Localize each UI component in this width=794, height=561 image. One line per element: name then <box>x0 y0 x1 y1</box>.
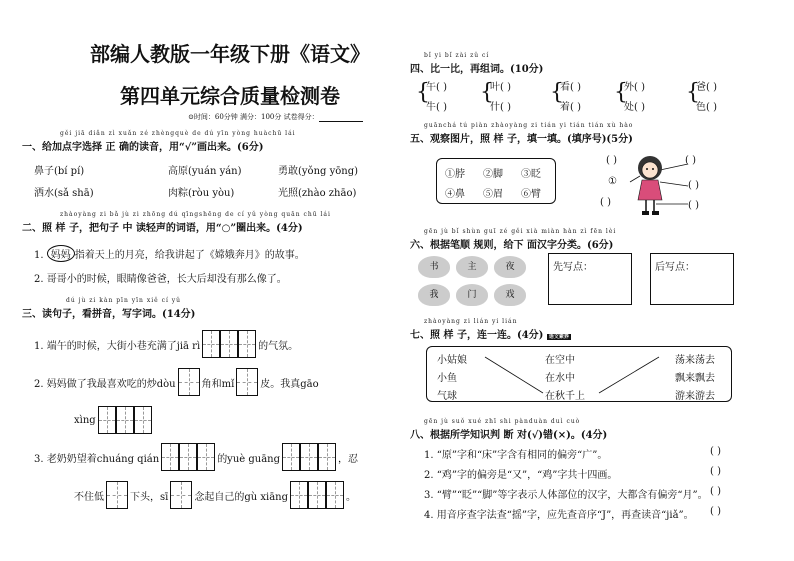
tag-badge: 语文素养 <box>548 334 569 340</box>
writing-box[interactable] <box>197 443 215 471</box>
match-left[interactable]: 小姑娘 <box>437 355 467 366</box>
s4-word[interactable]: 色( ) <box>696 102 717 113</box>
writing-box[interactable] <box>238 330 256 358</box>
writing-box[interactable] <box>170 481 192 509</box>
s8-item: 2. “鸡”字的偏旁是“又”，“鸡”字共十四画。 <box>424 470 618 481</box>
s4-word[interactable]: 外( ) <box>624 82 645 93</box>
brace-icon: { <box>686 80 700 105</box>
match-mid[interactable]: 在空中 <box>545 355 575 366</box>
writing-box[interactable] <box>179 443 197 471</box>
s5-option-box <box>436 158 556 204</box>
brace-icon: { <box>416 80 430 105</box>
s1-item[interactable]: 洒水(sǎ shā) <box>34 188 94 199</box>
s7-title: 七、照 样 子，连一连。(4分) 语文素养 <box>410 330 569 341</box>
s8-item: 4. 用音序查字法查“摇”字，应先查音序“J”，再查读音“jiǎ”。 <box>424 510 694 521</box>
circled-word: 妈妈 <box>47 245 75 262</box>
writing-box[interactable] <box>308 481 326 509</box>
s3-line2: 2. 妈妈做了我最喜欢吃的炒dòu 角和mǐ 皮。我真gāo <box>34 368 319 396</box>
s1-item[interactable]: 勇敢(yǒng yōng) <box>278 166 359 177</box>
writing-box[interactable] <box>236 368 258 396</box>
s4-word[interactable]: 看( ) <box>560 82 581 93</box>
title-main: 部编人教版一年级下册《语文》 <box>90 42 370 66</box>
s8-pinyin: gēn jù suǒ xué zhī shi pànduàn duì cuò <box>424 418 581 425</box>
char-heart: 戏 <box>494 284 526 306</box>
char-heart: 主 <box>456 256 488 278</box>
s2-title: 二、照 样 子，把句子 中 读轻声的词语，用“○”圈出来。(4分) <box>22 223 303 234</box>
last-dot-box[interactable] <box>650 253 734 305</box>
char-heart: 书 <box>418 256 450 278</box>
s2-pinyin: zhàoyàng zi bǎ jù zi zhōng dú qīngshēng de cí yǔ yòng quān chū lái <box>60 211 331 218</box>
s1-item[interactable]: 鼻子(bí pí) <box>34 166 85 177</box>
s5-sample: ① <box>608 176 617 187</box>
s3-title: 三、读句子，看拼音，写字词。(14分) <box>22 309 196 320</box>
first-dot-label: 先写点： <box>553 262 593 273</box>
writing-box[interactable] <box>161 443 179 471</box>
s8-item: 3. “臂”“眨”“脚”等字表示人体部位的汉字，大都含有偏旁“月”。 <box>424 490 708 501</box>
match-right[interactable]: 飘来飘去 <box>675 373 715 384</box>
girl-illustration <box>600 148 720 220</box>
s5-answer[interactable]: ( ) <box>688 180 699 191</box>
s5-option: ②脚 <box>483 169 503 180</box>
s1-title: 一、给加点字选择 正 确的读音，用“√”画出来。(6分) <box>22 142 264 153</box>
s8-answer[interactable]: ( ) <box>710 506 721 517</box>
s7-match-box <box>426 346 732 402</box>
s4-word[interactable]: 午( ) <box>426 82 447 93</box>
writing-box[interactable] <box>282 443 300 471</box>
s5-answer[interactable]: ( ) <box>685 155 696 166</box>
match-right[interactable]: 游来游去 <box>675 391 715 402</box>
writing-box[interactable] <box>202 330 220 358</box>
brace-icon: { <box>614 80 628 105</box>
match-mid[interactable]: 在水中 <box>545 373 575 384</box>
s6-title: 六、根据笔顺 规则，给下 面汉字分类。(6分) <box>410 240 614 251</box>
match-mid[interactable]: 在秋千上 <box>545 391 585 402</box>
s4-word[interactable]: 牛( ) <box>426 102 447 113</box>
s3-pinyin: dú jù zi kàn pīn yīn xiě cí yǔ <box>66 297 182 304</box>
match-right[interactable]: 荡来荡去 <box>675 355 715 366</box>
s1-item[interactable]: 高原(yuán yán) <box>168 166 242 177</box>
s2-line1: 1. 妈妈 指着天上的月亮，给我讲起了《嫦娥奔月》的故事。 <box>34 245 305 262</box>
s5-option: ①脖 <box>445 169 465 180</box>
s5-answer[interactable]: ( ) <box>600 197 611 208</box>
s5-answer[interactable]: ( ) <box>606 155 617 166</box>
s6-pinyin: gēn jù bǐ shùn guī zé gěi xià miàn hàn zì fēn lèi <box>424 228 617 235</box>
s8-answer[interactable]: ( ) <box>710 446 721 457</box>
s5-title: 五、观察图片，照 样 子，填一填。(填序号)(5分) <box>410 134 633 145</box>
brace-icon: { <box>480 80 494 105</box>
s8-title: 八、根据所学知识判 断 对(√)错(×)。(4分) <box>410 430 608 441</box>
s3-line1: 1. 端午的时候，大街小巷充满了jiā rì 的气氛。 <box>34 330 298 358</box>
s5-pinyin: guānchá tú piàn zhàoyàng zi tián yi tián tián xù hào <box>424 122 634 129</box>
writing-box[interactable] <box>220 330 238 358</box>
match-left[interactable]: 气球 <box>437 391 457 402</box>
s1-pinyin: gěi jiā diǎn zì xuǎn zé zhèngquè de dú yīn yòng huàchū lái <box>60 130 296 137</box>
char-heart: 门 <box>456 284 488 306</box>
brace-icon: { <box>550 80 564 105</box>
writing-box[interactable] <box>326 481 344 509</box>
s4-word[interactable]: 什( ) <box>490 102 511 113</box>
last-dot-label: 后写点： <box>655 262 695 273</box>
s8-answer[interactable]: ( ) <box>710 486 721 497</box>
s5-option: ④鼻 <box>445 189 465 200</box>
s4-title: 四、比一比，再组词。(10分) <box>410 64 544 75</box>
char-heart: 我 <box>418 284 450 306</box>
s5-option: ⑤眉 <box>483 189 503 200</box>
match-left[interactable]: 小鱼 <box>437 373 457 384</box>
writing-box[interactable] <box>116 406 134 434</box>
s1-item[interactable]: 光照(zhào zhāo) <box>278 188 357 199</box>
writing-box[interactable] <box>290 481 308 509</box>
s1-item[interactable]: 肉粽(ròu yòu) <box>168 188 235 199</box>
s2-line2: 2. 哥哥小的时候，眼睛像爸爸，长大后却没有那么像了。 <box>34 274 287 285</box>
s5-option: ③眨 <box>521 169 541 180</box>
s7-pinyin: zhàoyàng zi lián yi lián <box>424 318 518 325</box>
writing-box[interactable] <box>106 481 128 509</box>
exam-meta: ⊙时间：60分钟 满分：100分 试卷得分： <box>188 112 363 122</box>
score-field[interactable] <box>319 121 363 122</box>
title-sub: 第四单元综合质量检测卷 <box>120 84 340 108</box>
s5-option: ⑥臂 <box>521 189 541 200</box>
s8-item: 1. “原”字和“床”字含有相同的偏旁“广”。 <box>424 450 608 461</box>
s4-word[interactable]: 叶( ) <box>490 82 511 93</box>
s4-pairs <box>416 78 776 114</box>
writing-box[interactable] <box>134 406 152 434</box>
writing-box[interactable] <box>300 443 318 471</box>
writing-box[interactable] <box>318 443 336 471</box>
writing-box[interactable] <box>98 406 116 434</box>
s4-word[interactable]: 处( ) <box>624 102 645 113</box>
writing-box[interactable] <box>178 368 200 396</box>
s8-answer[interactable]: ( ) <box>710 466 721 477</box>
s4-word[interactable]: 爸( ) <box>696 82 717 93</box>
s4-word[interactable]: 着( ) <box>560 102 581 113</box>
s3-line3: 3. 老奶奶望着chuáng qián 的yuè guāng ，忍 <box>34 443 358 471</box>
s3-line2b: xìng <box>74 406 152 434</box>
s4-pinyin: bǐ yi bǐ zài zǔ cí <box>424 52 490 59</box>
s3-line3b: 不住低 下头，sī 念起自己的gù xiāng 。 <box>74 481 356 509</box>
s5-answer[interactable]: ( ) <box>688 200 699 211</box>
first-dot-box[interactable] <box>548 253 632 305</box>
char-heart: 夜 <box>494 256 526 278</box>
